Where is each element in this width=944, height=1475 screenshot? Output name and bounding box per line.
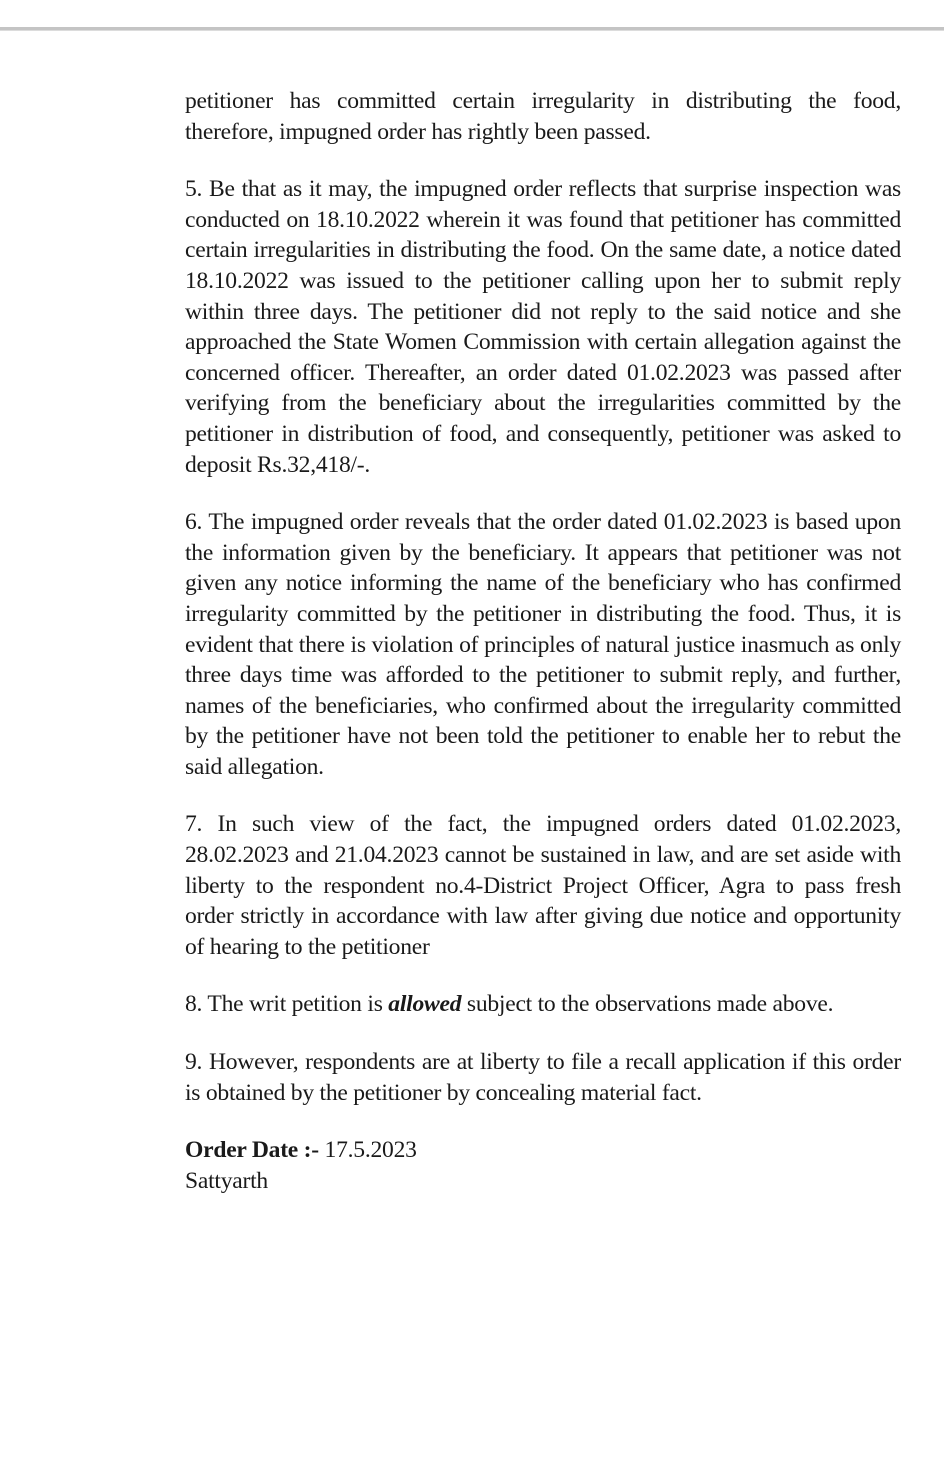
paragraph-8-tail: subject to the observations made above. <box>461 991 834 1018</box>
page-top-divider <box>0 27 944 31</box>
order-footer <box>185 1135 901 1196</box>
paragraph-8-lead: 8. The writ petition is <box>185 991 389 1018</box>
paragraph-9: 9. However, respondents are at liberty to file a recall application if this order is obtained by the petitioner by concealing material fact. <box>185 1049 901 1106</box>
order-date-line <box>185 1135 901 1166</box>
paragraph-4-continued: petitioner has committed certain irregularity in distributing the food, therefore, impugned order has rightly been passed. <box>185 88 901 145</box>
paragraph-8 <box>185 989 901 1020</box>
order-date-value: 17.5.2023 <box>324 1137 417 1164</box>
order-date-label: Order Date :- <box>185 1137 319 1164</box>
allowed-emphasis: allowed <box>388 991 462 1018</box>
paragraph-7: 7. In such view of the fact, the impugned orders dated 01.02.2023, 28.02.2023 and 21.04.2023 cannot be sustained in law, and are set aside with liberty to the respondent no.4-District Project Officer, Agra to pass fresh order strictly in accordance with law after giving due notice and opportunity of hearing to the petitioner <box>185 811 901 960</box>
signatory-name: Sattyarth <box>185 1167 268 1194</box>
paragraph-6: 6. The impugned order reveals that the order dated 01.02.2023 is based upon the information given by the beneficiary. It appears that petitioner was not given any notice informing the name of the beneficiary who has confirmed irregularity committed by the petitioner in distributing the food. Thus, it is evident that there is violation of principles of natural justice inasmuch as only three days time was afforded to the petitioner to submit reply, and further, names of the beneficiaries, who confirmed about the irregularity committed by the petitioner have not been told the petitioner to enable her to rebut the said allegation. <box>185 509 901 780</box>
paragraph-5: 5. Be that as it may, the impugned order reflects that surprise inspection was conducted on 18.10.2022 wherein it was found that petitioner has committed certain irregularities in distributing the food. On the same date, a notice dated 18.10.2022 was issued to the petitioner calling upon her to submit reply within three days. The petitioner did not reply to the said notice and she approached the State Women Commission with certain allegation against the concerned officer. Thereafter, an order dated 01.02.2023 was passed after verifying from the beneficiary about the irregularities committed by the petitioner in distribution of food, and consequently, petitioner was asked to deposit Rs.32,418/-. <box>185 176 901 478</box>
judgment-document <box>185 86 901 1196</box>
